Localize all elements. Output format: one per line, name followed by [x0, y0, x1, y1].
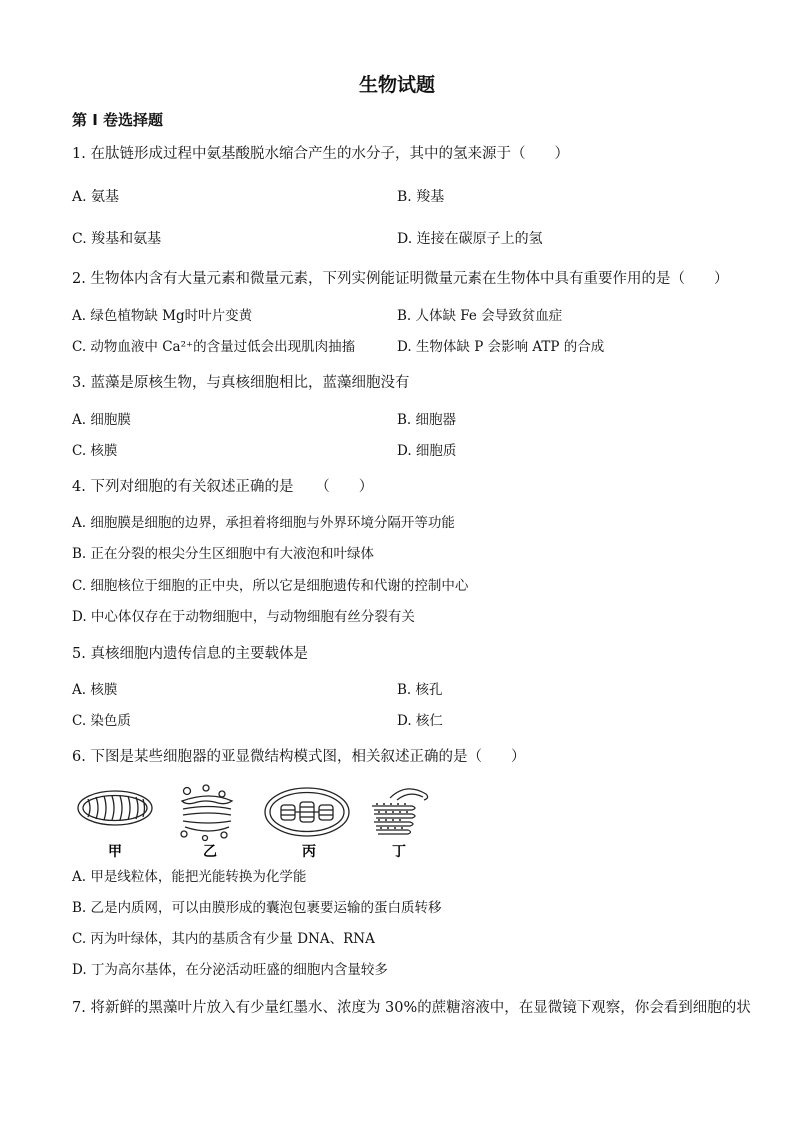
question-5-option-c: C. 染色质	[72, 713, 131, 729]
label-bing: 丙	[302, 844, 316, 860]
question-3-option-a: A. 细胞膜	[72, 412, 131, 428]
label-jia: 甲	[108, 844, 122, 860]
question-6-option-a: A. 甲是线粒体，能把光能转换为化学能	[72, 869, 307, 885]
question-2-option-b: B. 人体缺 Fe 会导致贫血症	[397, 308, 563, 324]
chloroplast-figure	[265, 788, 349, 836]
golgi-figure	[181, 785, 232, 841]
question-1-option-d: D. 连接在碳原子上的氢	[397, 231, 543, 247]
question-1-option-a: A. 氨基	[72, 189, 120, 205]
question-2-option-d: D. 生物体缺 P 会影响 ATP 的合成	[397, 339, 605, 355]
question-4-option-d: D. 中心体仅存在于动物细胞中，与动物细胞有丝分裂有关	[72, 609, 415, 625]
section-heading: 第 I 卷选择题	[72, 111, 164, 129]
question-1-option-b: B. 羧基	[397, 189, 445, 205]
label-ding: 丁	[392, 844, 406, 860]
question-4-option-a: A. 细胞膜是细胞的边界，承担着将细胞与外界环境分隔开等功能	[72, 515, 455, 531]
question-3-option-d: D. 细胞质	[397, 443, 457, 459]
question-4-option-c: C. 细胞核位于细胞的正中央，所以它是细胞遗传和代谢的控制中心	[72, 578, 469, 594]
question-6-option-d: D. 丁为高尔基体，在分泌活动旺盛的细胞内含量较多	[72, 962, 388, 978]
question-5-stem: 5. 真核细胞内遗传信息的主要载体是	[72, 646, 308, 662]
question-5-option-a: A. 核膜	[72, 682, 118, 698]
endoplasmic-reticulum-figure	[372, 789, 428, 834]
mitochondrion-figure	[78, 791, 152, 825]
question-1-stem: 1. 在肽链形成过程中氨基酸脱水缩合产生的水分子，其中的氢来源于（ ）	[72, 146, 569, 162]
question-6-stem: 6. 下图是某些细胞器的亚显微结构模式图，相关叙述正确的是（ ）	[72, 749, 526, 765]
question-2-option-a: A. 绿色植物缺 Mg时叶片变黄	[72, 308, 253, 324]
question-3-option-b: B. 细胞器	[397, 412, 457, 428]
question-6-option-b: B. 乙是内质网，可以由膜形成的囊泡包裹要运输的蛋白质转移	[72, 900, 442, 916]
question-3-stem: 3. 蓝藻是原核生物，与真核细胞相比，蓝藻细胞没有	[72, 375, 410, 391]
question-1-option-c: C. 羧基和氨基	[72, 231, 162, 247]
question-5-option-d: D. 核仁	[397, 713, 443, 729]
organelle-diagram	[72, 782, 452, 862]
question-7-stem: 7. 将新鲜的黑藻叶片放入有少量红墨水、浓度为 30%的蔗糖溶液中，在显微镜下观察，你会看到细胞的状	[72, 1000, 751, 1016]
question-5-option-b: B. 核孔	[397, 682, 443, 698]
question-4-option-b: B. 正在分裂的根尖分生区细胞中有大液泡和叶绿体	[72, 546, 375, 562]
question-3-option-c: C. 核膜	[72, 443, 118, 459]
question-6-option-c: C. 丙为叶绿体，其内的基质含有少量 DNA、RNA	[72, 931, 375, 947]
question-2-option-c: C. 动物血液中 Ca²⁺的含量过低会出现肌肉抽搐	[72, 339, 356, 355]
page-title: 生物试题	[358, 74, 435, 96]
question-4-stem: 4. 下列对细胞的有关叙述正确的是 （ ）	[72, 479, 374, 495]
question-2-stem: 2. 生物体内含有大量元素和微量元素，下列实例能证明微量元素在生物体中具有重要作用的是（ ）	[72, 271, 729, 287]
label-yi: 乙	[203, 844, 217, 860]
